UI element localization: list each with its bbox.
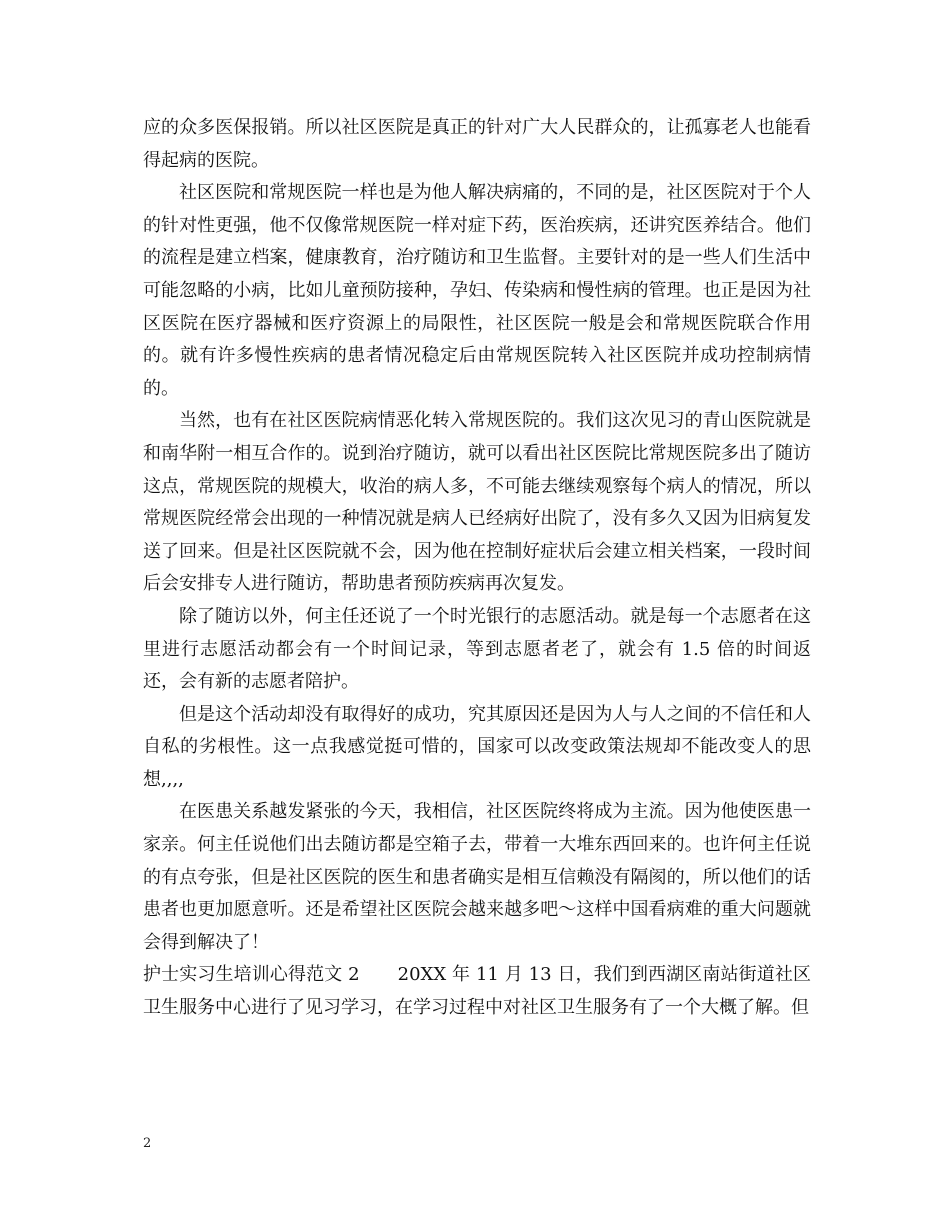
final-paragraph-text: 20XX 年 11 月 13 日，我们到西湖区南站街道社区卫生服务中心进行了见习学习，在学习过程中对社区卫生服务有了一个大概了解。但 <box>143 964 811 1019</box>
paragraph-4: 除了随访以外，何主任还说了一个时光银行的志愿活动。就是每一个志愿者在这里进行志愿活动都会有一个时间记录，等到志愿者老了，就会有 1.5 倍的时间返还，会有新的志愿者陪护。 <box>143 605 811 693</box>
document-body <box>143 112 811 1025</box>
paragraph-5: 但是这个活动却没有取得好的成功，究其原因还是因为人与人之间的不信任和人自私的劣根性。这一点我感觉挺可惜的，国家可以改变政策法规却不能改变人的思想,,,, <box>143 703 811 790</box>
final-paragraph <box>143 959 811 1024</box>
paragraph-1: 应的众多医保报销。所以社区医院是真正的针对广大人民群众的，让孤寡老人也能看得起病的医院。 <box>143 117 811 171</box>
page-number: 2 <box>143 1136 152 1151</box>
paragraph-6: 在医患关系越发紧张的今天，我相信，社区医院终将成为主流。因为他使医患一家亲。何主任说他们出去随访都是空箱子去，带着一大堆东西回来的。也许何主任说的有点夸张，但是社区医院的医生和患者确实是相互信赖没有隔阂的，所以他们的话患者也更加愿意听。还是希望社区医院会越来越多吧～这样中国看病难的重大问题就会得到解决了！ <box>143 801 811 953</box>
paragraph-2: 社区医院和常规医院一样也是为他人解决病痛的，不同的是，社区医院对于个人的针对性更强，他不仅像常规医院一样对症下药，医治疾病，还讲究医养结合。他们的流程是建立档案，健康教育，治疗随访和卫生监督。主要针对的是一些人们生活中可能忽略的小病，比如儿童预防接种，孕妇、传染病和慢性病的管理。也正是因为社区医院在医疗器械和医疗资源上的局限性，社区医院一般是会和常规医院联合作用的。就有许多慢性疾病的患者情况稳定后由常规医院转入社区医院并成功控制病情的。 <box>143 182 811 399</box>
paragraph-3: 当然，也有在社区医院病情恶化转入常规医院的。我们这次见习的青山医院就是和南华附一相互合作的。说到治疗随访，就可以看出社区医院比常规医院多出了随访这点，常规医院的规模大，收治的病人多，不可能去继续观察每个病人的情况，所以常规医院经常会出现的一种情况就是病人已经病好出院了，没有多久又因为旧病复发送了回来。但是社区医院就不会，因为他在控制好症状后会建立相关档案，一段时间后会安排专人进行随访，帮助患者预防疾病再次复发。 <box>143 410 811 595</box>
section-heading: 护士实习生培训心得范文 2 <box>143 964 360 986</box>
